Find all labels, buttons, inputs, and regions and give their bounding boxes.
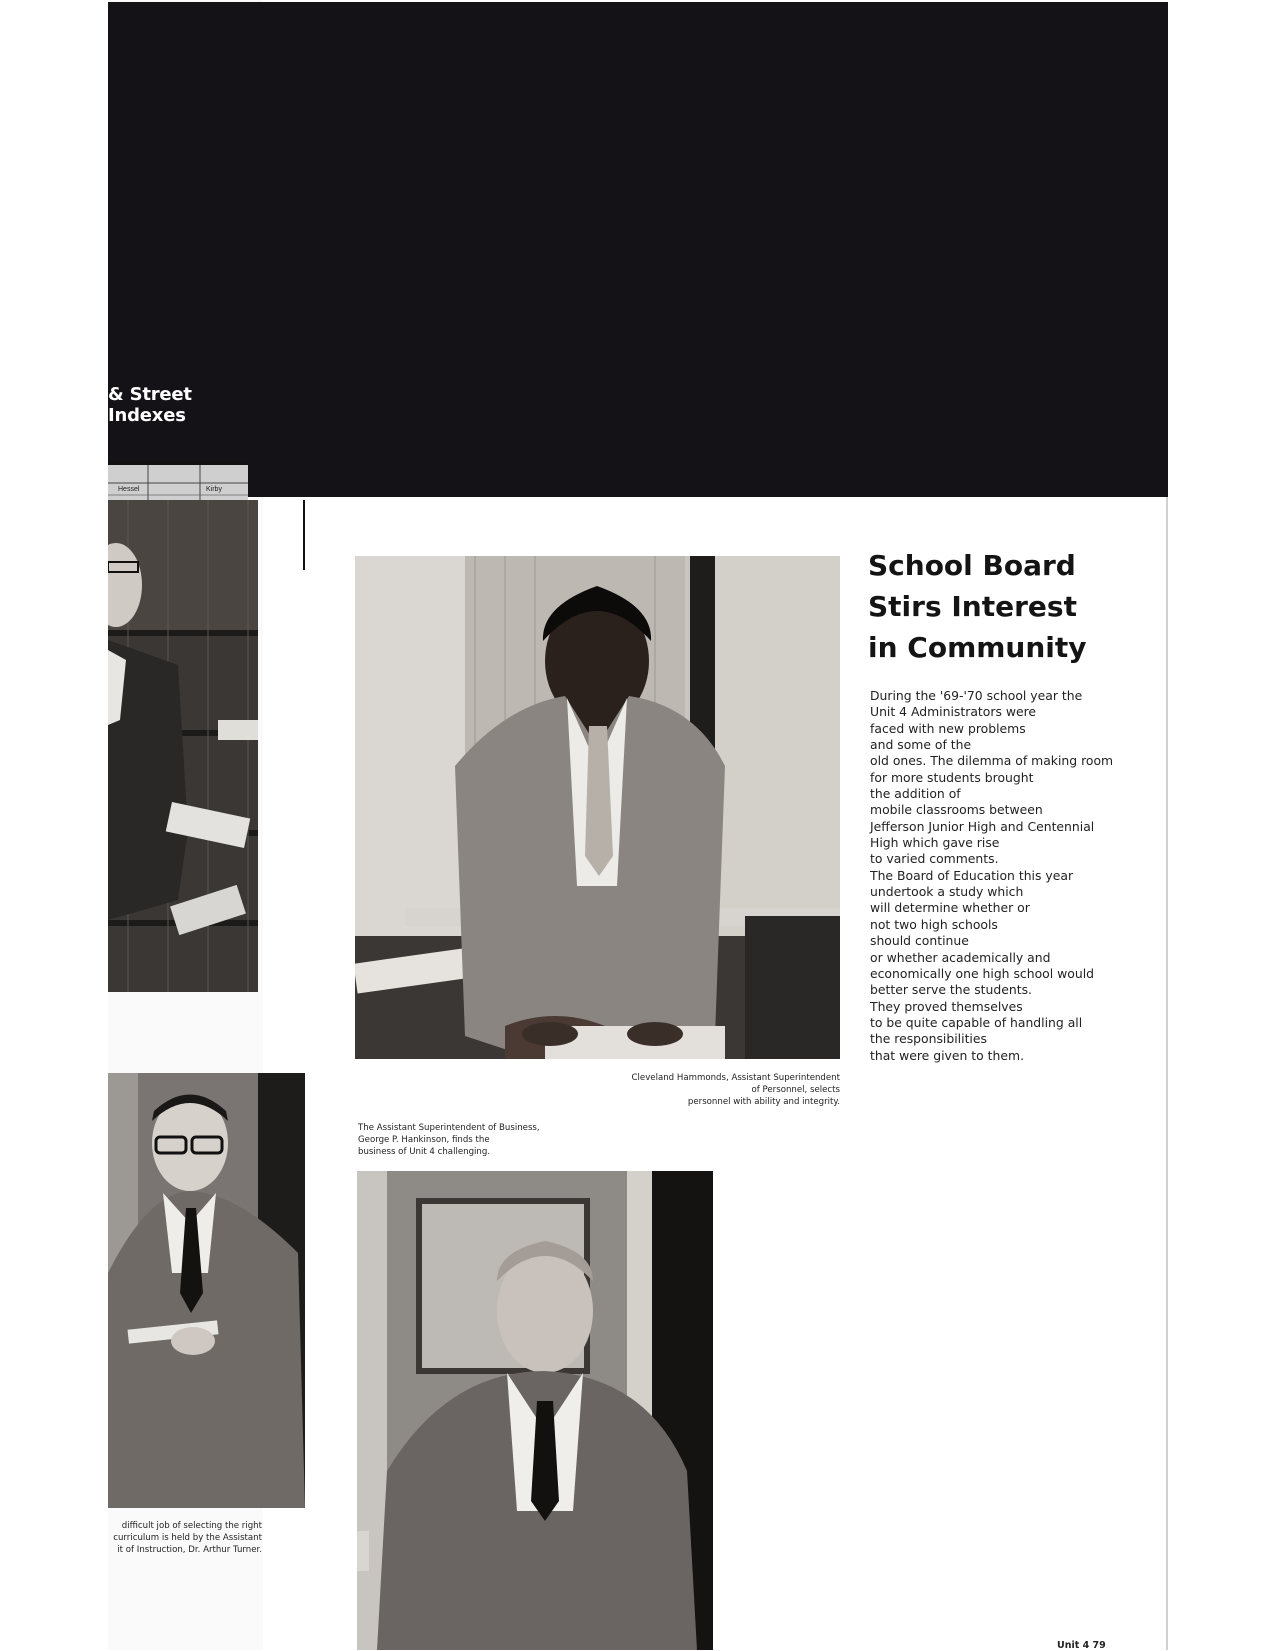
caption-line: of Personnel, selects bbox=[751, 1085, 840, 1096]
body-line: They proved themselves bbox=[870, 998, 1023, 1014]
map-fragment-drawing bbox=[108, 465, 248, 503]
map-fragment bbox=[108, 462, 248, 503]
page-number: Unit 4 79 bbox=[1057, 1640, 1106, 1651]
caption-hammonds bbox=[580, 1072, 840, 1109]
caption-line: The Assistant Superintendent of Business, bbox=[358, 1123, 540, 1133]
map-label-kirby: Kirby bbox=[206, 486, 222, 493]
article-body bbox=[870, 688, 1170, 1064]
body-line: undertook a study which bbox=[870, 884, 1024, 900]
caption-line: business of Unit 4 challenging. bbox=[358, 1147, 491, 1158]
caption-line: difficult job of selecting the right bbox=[121, 1521, 262, 1531]
body-line: not two high schools bbox=[870, 916, 998, 932]
caption-line: curriculum is held by the Assistant bbox=[113, 1533, 262, 1544]
body-line: Unit 4 Administrators were bbox=[870, 704, 1037, 720]
body-line: better serve the students. bbox=[870, 982, 1032, 998]
body-line: or whether academically and bbox=[870, 949, 1051, 965]
body-line: the responsibilities bbox=[870, 1031, 987, 1047]
body-line: High which gave rise bbox=[870, 835, 1000, 851]
body-line: will determine whether or bbox=[870, 900, 1030, 916]
caption-line: personnel with ability and integrity. bbox=[687, 1097, 840, 1108]
caption-hankinson bbox=[358, 1122, 598, 1159]
caption-line: George P. Hankinson, finds the bbox=[358, 1135, 490, 1146]
map-label-hessel: Hessel bbox=[118, 486, 140, 493]
body-line: the addition of bbox=[870, 786, 961, 802]
body-line: faced with new problems bbox=[870, 720, 1026, 736]
photo-cropped-man-bookshelf bbox=[108, 500, 258, 992]
page-right-edge bbox=[1166, 497, 1168, 1650]
street-index-tab bbox=[108, 378, 260, 426]
body-line: for more students brought bbox=[870, 769, 1034, 785]
caption-turner bbox=[100, 1520, 262, 1557]
caption-line: Cleveland Hammonds, Assistant Superintendent bbox=[631, 1073, 840, 1083]
street-index-tab-label: & Street Indexes bbox=[108, 384, 192, 426]
body-line: Jefferson Junior High and Centennial bbox=[870, 818, 1095, 834]
top-dark-panel bbox=[108, 2, 1168, 497]
photo-arthur-turner bbox=[108, 1073, 305, 1508]
photo-george-hankinson bbox=[357, 1171, 713, 1650]
photo-cleveland-hammonds bbox=[355, 556, 840, 1059]
body-line: economically one high school would bbox=[870, 965, 1095, 981]
body-line: that were given to them. bbox=[870, 1047, 1025, 1063]
body-line: and some of the bbox=[870, 737, 972, 753]
body-line: to varied comments. bbox=[870, 851, 999, 867]
body-line: During the '69-'70 school year the bbox=[870, 688, 1083, 703]
article-headline: School Board Stirs Interest in Community bbox=[868, 549, 1087, 664]
body-line: old ones. The dilemma of making room bbox=[870, 753, 1114, 769]
body-line: to be quite capable of handling all bbox=[870, 1014, 1083, 1030]
body-line: The Board of Education this year bbox=[870, 867, 1074, 883]
page-gutter-line bbox=[303, 500, 305, 570]
body-line: should continue bbox=[870, 933, 969, 949]
body-line: mobile classrooms between bbox=[870, 802, 1043, 818]
caption-line: it of Instruction, Dr. Arthur Turner. bbox=[117, 1545, 262, 1556]
